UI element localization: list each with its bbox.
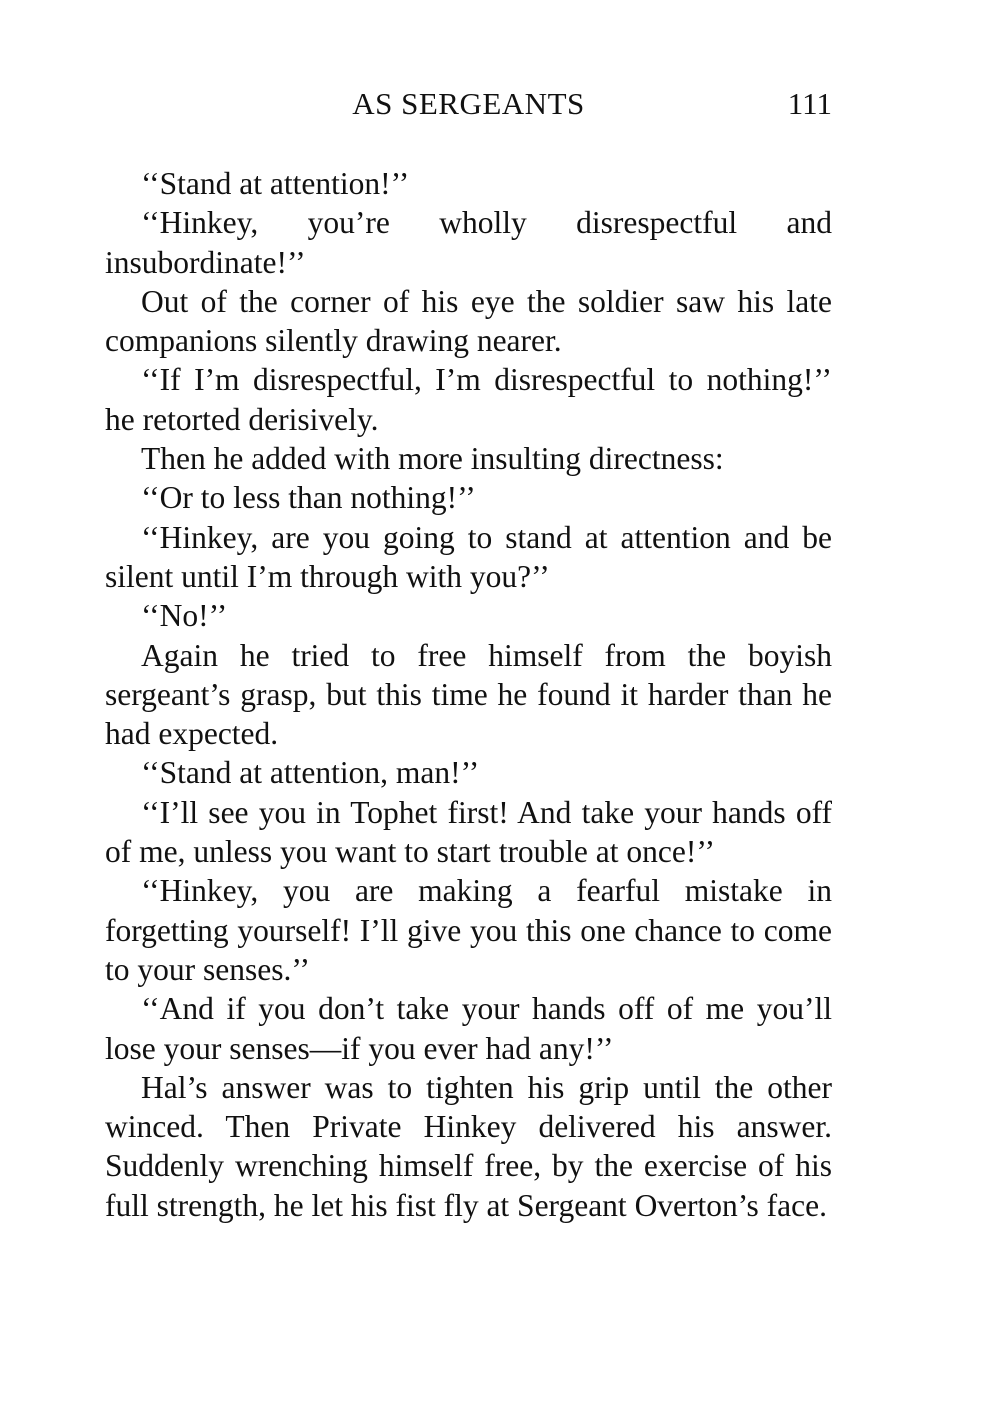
body-text — [105, 164, 832, 1225]
running-title: AS SERGEANTS — [352, 86, 585, 121]
paragraph: ‘‘If I’m disrespectful, I’m disrespectful to nothing!’’ he retorted derisively. — [105, 362, 832, 437]
page-number: 111 — [787, 86, 832, 121]
paragraph: Then he added with more insulting directness: — [141, 441, 724, 477]
paragraph: Out of the corner of his eye the soldier saw his late companions silently drawing nearer. — [105, 283, 832, 359]
paragraph: ‘‘Or to less than nothing!’’ — [141, 480, 476, 516]
page-header — [105, 84, 832, 124]
paragraph: ‘‘Stand at attention, man!’’ — [141, 755, 480, 791]
paragraph: ‘‘No!’’ — [141, 598, 228, 634]
paragraph: ‘‘Hinkey, are you going to stand at attention and be silent until I’m through with you?’’ — [105, 519, 832, 594]
paragraph: Again he tried to free himself from the boyish sergeant’s grasp, but this time he found it harder than he had expected. — [105, 637, 832, 752]
paragraph: ‘‘Hinkey, you are making a fearful mistake in forgetting yourself! I’ll give you this one chance to come to your senses.’’ — [105, 873, 832, 987]
paragraph: ‘‘Stand at attention!’’ — [141, 166, 410, 201]
paragraph: ‘‘I’ll see you in Tophet first! And take your hands off of me, unless you want to start trouble at once!’’ — [105, 794, 832, 870]
paragraph: ‘‘Hinkey, you’re wholly disrespectful and insubordinate!’’ — [105, 205, 832, 280]
paragraph: Hal’s answer was to tighten his grip until the other winced. Then Private Hinkey delivered his answer. Suddenly wrenching himself free, by the exercise of his full strength, he let his fist fly at Sergeant Overton’s face. — [105, 1069, 832, 1223]
paragraph: ‘‘And if you don’t take your hands off of me you’ll lose your senses—if you ever had any!’’ — [105, 991, 832, 1066]
